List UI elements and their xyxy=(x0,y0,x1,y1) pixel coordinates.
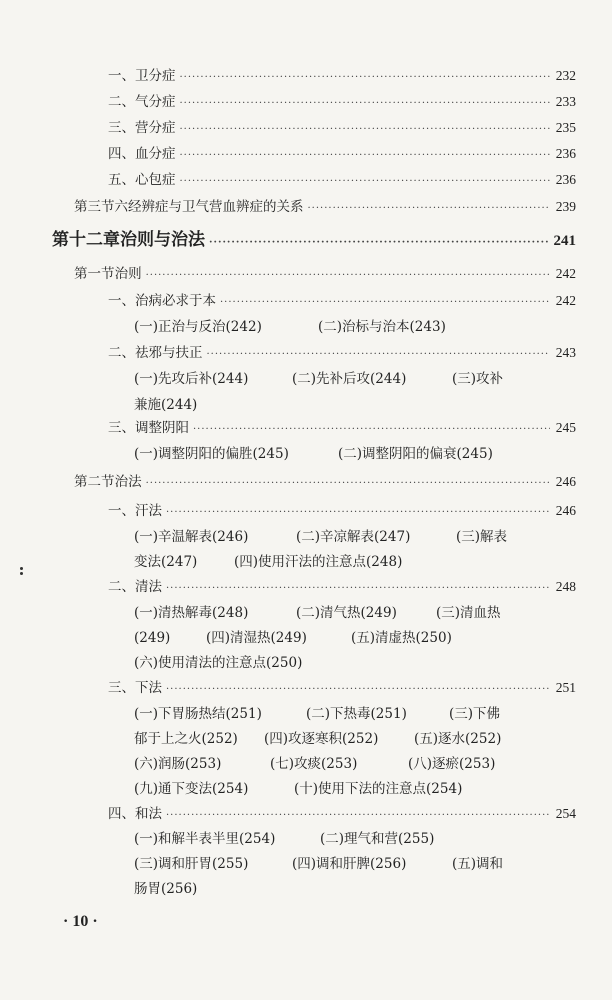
dot-leader xyxy=(180,94,550,114)
toc-entry xyxy=(108,92,576,114)
subitem-line xyxy=(134,527,507,547)
dot-leader xyxy=(180,146,550,166)
subitem: (十)使用下法的注意点(254) xyxy=(294,781,463,797)
entry-title: 汗法 xyxy=(135,503,162,519)
subitem: (一)调整阴阳的偏胜(245) xyxy=(134,446,289,462)
subitem: 变法(247) xyxy=(134,554,198,570)
page-number: · 10 · xyxy=(63,913,98,930)
entry-page: 236 xyxy=(555,146,576,161)
toc-entry xyxy=(108,144,576,166)
entry-title: 卫分症 xyxy=(135,68,176,84)
dot-leader xyxy=(146,266,550,286)
subitem-line xyxy=(134,628,452,648)
dot-leader xyxy=(209,233,548,253)
entry-number: 三、 xyxy=(108,420,135,436)
subitem: (一)辛温解表(246) xyxy=(134,529,249,545)
subitem-line xyxy=(134,779,462,799)
subitem-line xyxy=(134,653,302,673)
subitem: (七)攻痰(253) xyxy=(270,756,358,772)
dot-leader xyxy=(207,345,550,365)
subitem-line xyxy=(134,552,402,572)
subitem: (四)攻逐寒积(252) xyxy=(264,731,379,747)
dot-leader xyxy=(308,199,550,219)
toc-section xyxy=(74,472,576,494)
subitem-line xyxy=(134,729,501,749)
dot-leader xyxy=(166,503,550,523)
entry-number: 五、 xyxy=(108,172,135,188)
subitem: (二)下热毒(251) xyxy=(306,706,407,722)
subitem: (三)解表 xyxy=(456,529,508,545)
dot-leader xyxy=(166,806,550,826)
dot-leader xyxy=(180,120,550,140)
section-title: 治法 xyxy=(114,474,142,490)
subitem: (一)先攻后补(244) xyxy=(134,371,249,387)
dot-leader xyxy=(180,172,550,192)
subitem-line xyxy=(134,317,446,337)
entry-page: 251 xyxy=(555,680,576,695)
entry-number: 二、 xyxy=(108,579,135,595)
section-number: 第二节 xyxy=(74,474,115,490)
subitem-line xyxy=(134,754,495,774)
subitem: (四)使用汗法的注意点(248) xyxy=(234,554,403,570)
subitem: (二)调整阴阳的偏衰(245) xyxy=(338,446,493,462)
entry-number: 一、 xyxy=(108,503,135,519)
dot-leader xyxy=(166,579,550,599)
dot-leader xyxy=(166,680,550,700)
subitem: (四)调和肝脾(256) xyxy=(292,856,407,872)
entry-title: 气分症 xyxy=(135,94,176,110)
section-title: 六经辨症与卫气营血辨症的关系 xyxy=(114,199,304,215)
toc-entry xyxy=(108,804,576,826)
section-page: 246 xyxy=(555,474,576,489)
entry-title: 调整阴阳 xyxy=(135,420,189,436)
toc-entry xyxy=(108,501,576,523)
entry-title: 祛邪与扶正 xyxy=(135,345,203,361)
entry-page: 248 xyxy=(555,579,576,594)
toc-entry xyxy=(108,418,576,440)
toc-entry xyxy=(108,170,576,192)
entry-title: 治病必求于本 xyxy=(135,293,216,309)
subitem: 兼施(244) xyxy=(134,397,198,413)
subitem-line xyxy=(134,444,493,464)
entry-page: 236 xyxy=(555,172,576,187)
entry-page: 243 xyxy=(555,345,576,360)
subitem: (三)调和肝胃(255) xyxy=(134,856,249,872)
entry-page: 242 xyxy=(555,293,576,308)
subitem: (六)润肠(253) xyxy=(134,756,222,772)
entry-title: 营分症 xyxy=(135,120,176,136)
entry-number: 三、 xyxy=(108,680,135,696)
toc-entry xyxy=(108,118,576,140)
subitem: 郁于上之火(252) xyxy=(134,731,238,747)
subitem: (三)攻补 xyxy=(452,371,504,387)
chapter-number: 第十二章 xyxy=(52,230,120,250)
entry-number: 四、 xyxy=(108,146,135,162)
entry-number: 三、 xyxy=(108,120,135,136)
toc-entry xyxy=(108,343,576,365)
entry-number: 二、 xyxy=(108,94,135,110)
entry-number: 一、 xyxy=(108,293,135,309)
entry-title: 下法 xyxy=(135,680,162,696)
subitem: (九)通下变法(254) xyxy=(134,781,249,797)
subitem: (三)清血热 xyxy=(436,605,501,621)
subitem-line xyxy=(134,879,197,899)
subitem: (一)和解半表半里(254) xyxy=(134,831,276,847)
dot-leader xyxy=(180,68,550,88)
toc-section xyxy=(74,264,576,286)
toc-entry xyxy=(108,577,576,599)
margin-speck xyxy=(20,567,24,577)
subitem: 肠胃(256) xyxy=(134,881,198,897)
subitem: (二)治标与治本(243) xyxy=(318,319,446,335)
subitem: (二)清气热(249) xyxy=(296,605,397,621)
subitem-line xyxy=(134,369,503,389)
subitem-line xyxy=(134,395,197,415)
section-number: 第三节 xyxy=(74,199,115,215)
entry-page: 232 xyxy=(555,68,576,83)
subitem-line xyxy=(134,704,500,724)
entry-title: 清法 xyxy=(135,579,162,595)
entry-page: 245 xyxy=(555,420,576,435)
subitem: (249) xyxy=(134,630,171,646)
toc-entry xyxy=(108,291,576,313)
toc-section xyxy=(74,197,576,219)
subitem: (五)逐水(252) xyxy=(414,731,502,747)
subitem: (二)辛凉解表(247) xyxy=(296,529,411,545)
subitem: (一)下胃肠热结(251) xyxy=(134,706,262,722)
entry-title: 心包症 xyxy=(135,172,176,188)
section-page: 239 xyxy=(555,199,576,214)
subitem: (一)清热解毒(248) xyxy=(134,605,249,621)
subitem: (一)正治与反治(242) xyxy=(134,319,262,335)
subitem: (五)调和 xyxy=(452,856,504,872)
subitem: (八)逐瘀(253) xyxy=(408,756,496,772)
section-page: 242 xyxy=(555,266,576,281)
section-title: 治则 xyxy=(114,266,142,282)
chapter-title: 治则与治法 xyxy=(120,230,205,250)
chapter-page: 241 xyxy=(553,233,576,249)
entry-number: 一、 xyxy=(108,68,135,84)
toc-entry xyxy=(108,66,576,88)
subitem-line xyxy=(134,829,434,849)
entry-page: 254 xyxy=(555,806,576,821)
subitem-line xyxy=(134,603,501,623)
subitem-line xyxy=(134,854,503,874)
entry-title: 血分症 xyxy=(135,146,176,162)
subitem: (二)理气和营(255) xyxy=(320,831,435,847)
entry-page: 246 xyxy=(555,503,576,518)
entry-title: 和法 xyxy=(135,806,162,822)
toc-entry xyxy=(108,678,576,700)
dot-leader xyxy=(146,474,550,494)
entry-number: 二、 xyxy=(108,345,135,361)
entry-page: 233 xyxy=(555,94,576,109)
subitem: (五)清虚热(250) xyxy=(351,630,452,646)
subitem: (六)使用清法的注意点(250) xyxy=(134,655,303,671)
subitem: (二)先补后攻(244) xyxy=(292,371,407,387)
subitem: (三)下佛 xyxy=(449,706,501,722)
entry-number: 四、 xyxy=(108,806,135,822)
dot-leader xyxy=(220,293,550,313)
dot-leader xyxy=(193,420,550,440)
toc-chapter xyxy=(52,230,576,253)
entry-page: 235 xyxy=(555,120,576,135)
subitem: (四)清湿热(249) xyxy=(206,630,307,646)
section-number: 第一节 xyxy=(74,266,115,282)
